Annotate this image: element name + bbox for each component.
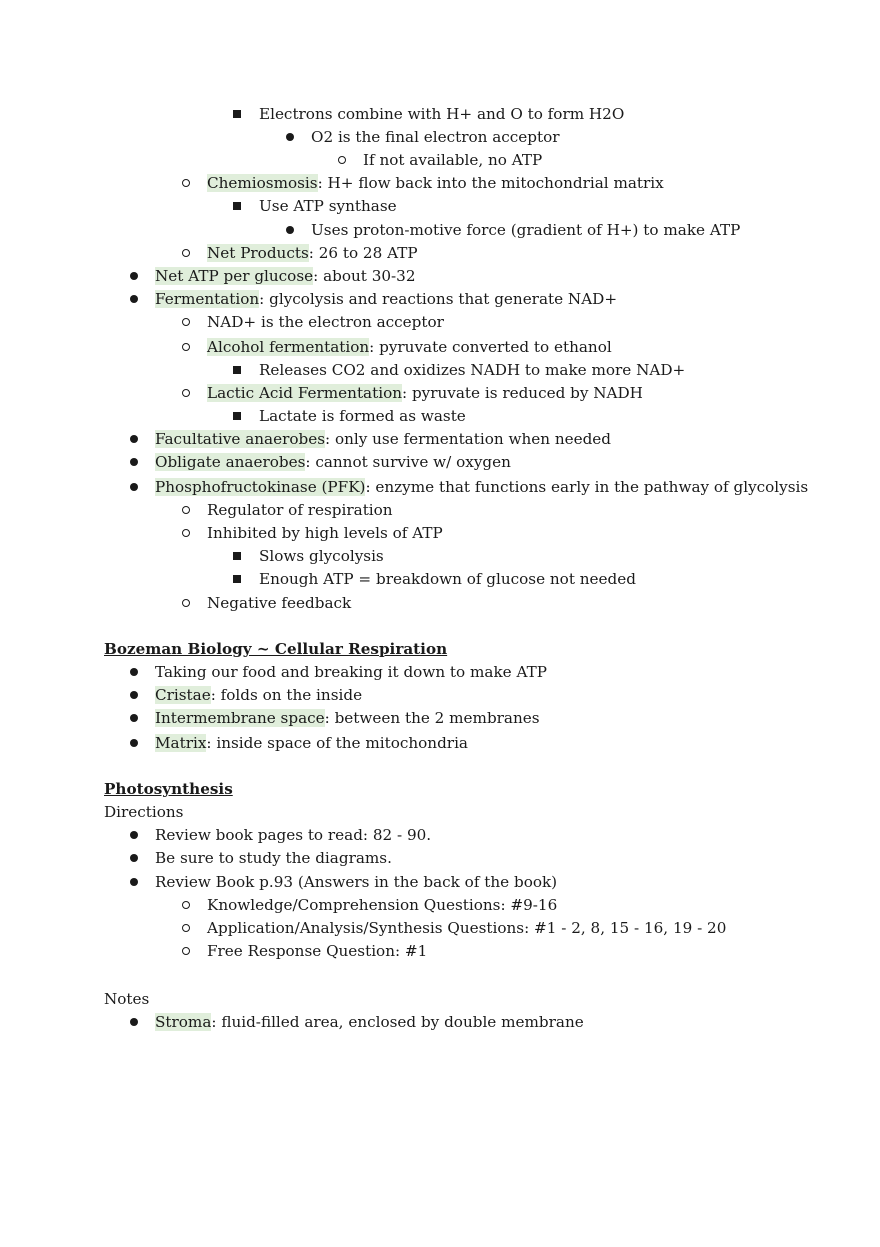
section-heading-photosynthesis: Photosynthesis (104, 780, 233, 798)
item-text: Knowledge/Comprehension Questions: #9-16 (207, 896, 558, 914)
item-text: Free Response Question: #1 (207, 942, 428, 960)
list-item (155, 871, 557, 893)
item-text: Review Book p.93 (Answers in the back of the book) (155, 873, 558, 891)
list-item (207, 499, 393, 521)
item-text: Use ATP synthase (259, 197, 397, 215)
ring-bullet-icon (182, 499, 190, 521)
item-text: Uses proton-motive force (gradient of H+) to make ATP (311, 221, 741, 239)
highlighted-term: Lactic Acid Fermentation (207, 384, 402, 402)
ring-bullet-icon (182, 940, 190, 962)
ring-bullet-icon (182, 522, 190, 544)
highlighted-term: Phosphofructokinase (PFK) (155, 478, 366, 496)
list-item (155, 288, 617, 310)
dot-bullet-icon (130, 288, 138, 310)
item-text: Application/Analysis/Synthesis Questions: #1 - 2, 8, 15 - 16, 19 - 20 (207, 919, 727, 937)
square-bullet-icon (233, 405, 241, 427)
ring-bullet-icon (182, 592, 190, 614)
list-item (155, 732, 468, 754)
dot-bullet-icon (130, 732, 138, 754)
list-item (207, 592, 351, 614)
dot-bullet-icon (130, 476, 138, 498)
list-item (207, 336, 612, 358)
list-item (155, 847, 392, 869)
square-bullet-icon (233, 568, 241, 590)
ring-bullet-icon (182, 894, 190, 916)
item-text: : 26 to 28 ATP (308, 244, 418, 262)
item-text: Slows glycolysis (259, 547, 384, 565)
square-bullet-icon (233, 359, 241, 381)
section-heading-bozeman: Bozeman Biology ~ Cellular Respiration (104, 640, 448, 658)
list-item (207, 894, 557, 916)
dot-bullet-icon (130, 824, 138, 846)
list-item (207, 242, 418, 264)
highlighted-term: Cristae (155, 686, 211, 704)
item-text: : enzyme that functions early in the pathway of glycolysis (365, 478, 809, 496)
item-text: : pyruvate converted to ethanol (369, 338, 612, 356)
list-item (207, 382, 643, 404)
item-text: Releases CO2 and oxidizes NADH to make more NAD+ (259, 361, 686, 379)
dot-bullet-icon (130, 684, 138, 706)
item-text: : cannot survive w/ oxygen (305, 453, 511, 471)
list-item (363, 149, 542, 171)
item-text: : fluid-filled area, enclosed by double membrane (211, 1013, 584, 1031)
list-item (155, 707, 540, 729)
item-text: NAD+ is the electron acceptor (207, 313, 444, 331)
list-item (155, 824, 431, 846)
highlighted-term: Chemiosmosis (207, 174, 318, 192)
list-item (155, 476, 808, 498)
item-text: Taking our food and breaking it down to make ATP (155, 663, 547, 681)
dot-bullet-icon (130, 451, 138, 473)
item-text: : inside space of the mitochondria (206, 734, 468, 752)
dot-bullet-icon (286, 126, 294, 148)
list-item (155, 684, 362, 706)
highlighted-term: Stroma (155, 1013, 212, 1031)
subheading-directions: Directions (104, 803, 184, 821)
highlighted-term: Alcohol fermentation (207, 338, 370, 356)
highlighted-term: Obligate anaerobes (155, 453, 306, 471)
list-item (207, 917, 726, 939)
item-text: Be sure to study the diagrams. (155, 849, 392, 867)
square-bullet-icon (233, 103, 241, 125)
item-text: Electrons combine with H+ and O to form H2O (259, 105, 625, 123)
highlighted-term: Matrix (155, 734, 207, 752)
item-text: : H+ flow back into the mitochondrial matrix (317, 174, 664, 192)
item-text: : only use fermentation when needed (325, 430, 612, 448)
dot-bullet-icon (130, 707, 138, 729)
list-item (311, 126, 560, 148)
dot-bullet-icon (130, 1011, 138, 1033)
item-text: Inhibited by high levels of ATP (207, 524, 443, 542)
square-bullet-icon (233, 545, 241, 567)
list-item (207, 172, 664, 194)
highlighted-term: Net Products (207, 244, 309, 262)
item-text: If not available, no ATP (363, 151, 543, 169)
list-item (155, 451, 511, 473)
ring-bullet-icon (338, 149, 346, 171)
subheading-notes: Notes (104, 990, 150, 1008)
item-text: : pyruvate is reduced by NADH (402, 384, 643, 402)
ring-bullet-icon (182, 382, 190, 404)
highlighted-term: Intermembrane space (155, 709, 325, 727)
item-text: : about 30-32 (313, 267, 416, 285)
list-item (207, 940, 427, 962)
dot-bullet-icon (130, 428, 138, 450)
list-item (259, 195, 397, 217)
highlighted-term: Net ATP per glucose (155, 267, 314, 285)
list-item (311, 219, 740, 241)
ring-bullet-icon (182, 336, 190, 358)
ring-bullet-icon (182, 242, 190, 264)
item-text: : glycolysis and reactions that generate NAD+ (259, 290, 618, 308)
ring-bullet-icon (182, 172, 190, 194)
list-item (155, 661, 547, 683)
item-text: : folds on the inside (210, 686, 363, 704)
list-item (207, 522, 443, 544)
highlighted-term: Facultative anaerobes (155, 430, 326, 448)
dot-bullet-icon (130, 265, 138, 287)
dot-bullet-icon (130, 661, 138, 683)
ring-bullet-icon (182, 917, 190, 939)
item-text: Regulator of respiration (207, 501, 393, 519)
list-item (259, 405, 466, 427)
list-item (259, 359, 685, 381)
item-text: O2 is the final electron acceptor (311, 128, 560, 146)
ring-bullet-icon (182, 311, 190, 333)
dot-bullet-icon (286, 219, 294, 241)
item-text: Enough ATP = breakdown of glucose not needed (259, 570, 636, 588)
dot-bullet-icon (130, 847, 138, 869)
list-item (155, 265, 416, 287)
list-item (207, 311, 444, 333)
list-item (259, 568, 636, 590)
list-item (259, 545, 384, 567)
item-text: Review book pages to read: 82 - 90. (155, 826, 432, 844)
dot-bullet-icon (130, 871, 138, 893)
square-bullet-icon (233, 195, 241, 217)
item-text: Negative feedback (207, 594, 352, 612)
list-item (155, 1011, 584, 1033)
item-text: : between the 2 membranes (324, 709, 540, 727)
item-text: Lactate is formed as waste (259, 407, 466, 425)
list-item (155, 428, 611, 450)
highlighted-term: Fermentation (155, 290, 260, 308)
list-item (259, 103, 624, 125)
